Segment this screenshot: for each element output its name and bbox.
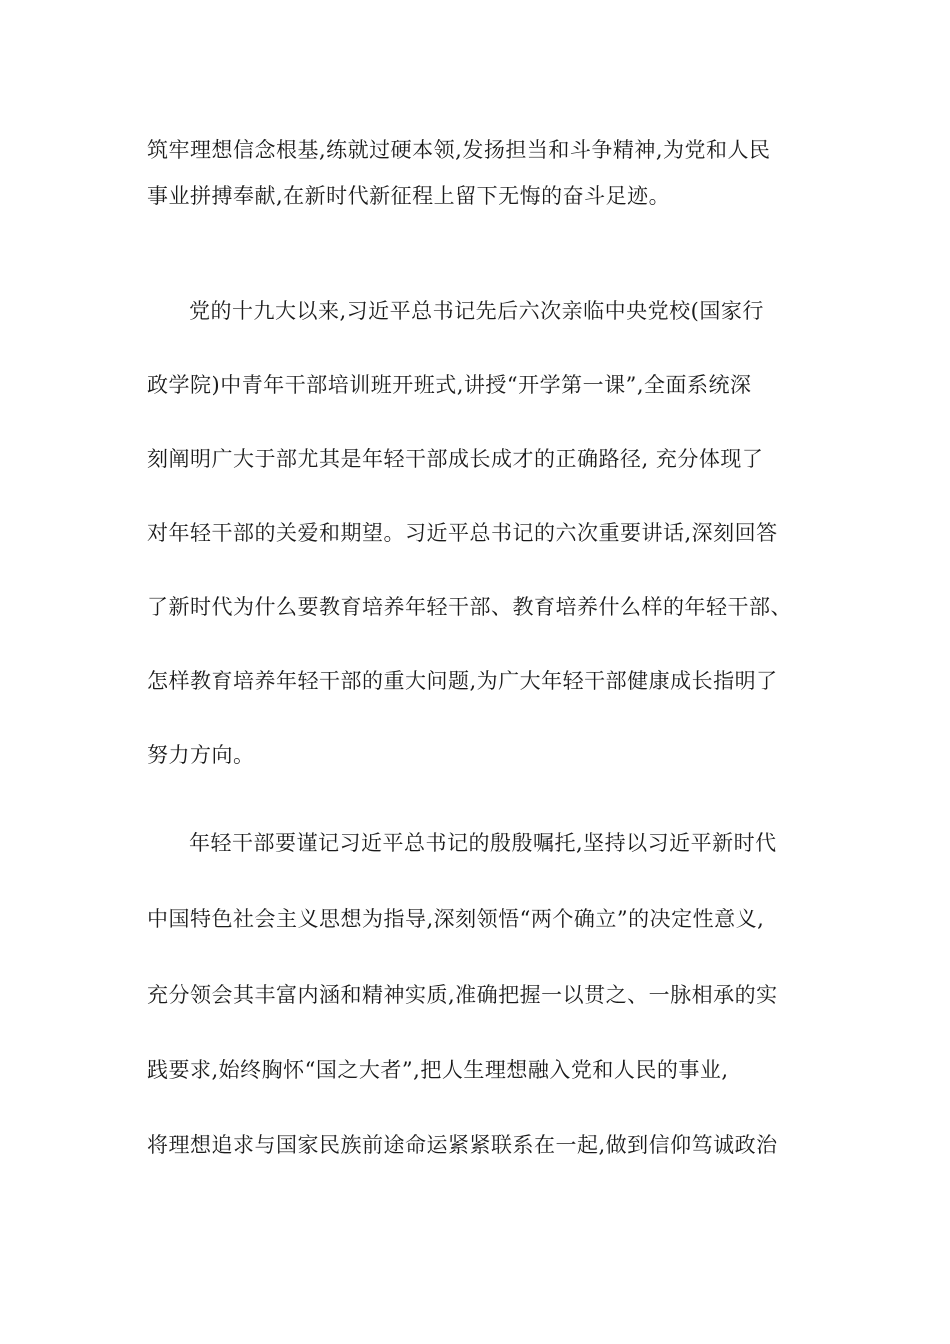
paragraph-line: 努力方向。 bbox=[147, 743, 255, 767]
paragraph-line: 政学院)中青年干部培训班开班式,讲授“开学第一课”,全面系统深 bbox=[147, 373, 752, 397]
paragraph-line: 筑牢理想信念根基,练就过硬本领,发扬担当和斗争精神,为党和人民 bbox=[147, 138, 771, 162]
paragraph-line: 充分领会其丰富内涵和精神实质,准确把握一以贯之、一脉相承的实 bbox=[147, 983, 778, 1007]
paragraph-line: 事业拼搏奉献,在新时代新征程上留下无悔的奋斗足迹。 bbox=[147, 184, 671, 208]
paragraph-line: 中国特色社会主义思想为指导,深刻领悟“两个确立”的决定性意义, bbox=[147, 907, 765, 931]
paragraph-line: 将理想追求与国家民族前途命运紧紧联系在一起,做到信仰笃诚政治 bbox=[147, 1133, 778, 1157]
paragraph-line: 年轻干部要谨记习近平总书记的殷殷嘱托,坚持以习近平新时代 bbox=[189, 831, 777, 855]
paragraph-line: 怎样教育培养年轻干部的重大问题,为广大年轻干部健康成长指明了 bbox=[147, 669, 778, 693]
paragraph-line: 刻阐明广大于部尤其是年轻干部成长成才的正确路径, 充分体现了 bbox=[147, 447, 764, 471]
paragraph-line: 了新时代为什么要教育培养年轻干部、教育培养什么样的年轻干部、 bbox=[147, 595, 792, 619]
paragraph-line: 践要求,始终胸怀“国之大者”,把人生理想融入党和人民的事业, bbox=[147, 1058, 729, 1082]
paragraph-line: 党的十九大以来,习近平总书记先后六次亲临中央党校(国家行 bbox=[189, 299, 764, 323]
paragraph-line: 对年轻干部的关爱和期望。习近平总书记的六次重要讲话,深刻回答 bbox=[147, 521, 778, 545]
